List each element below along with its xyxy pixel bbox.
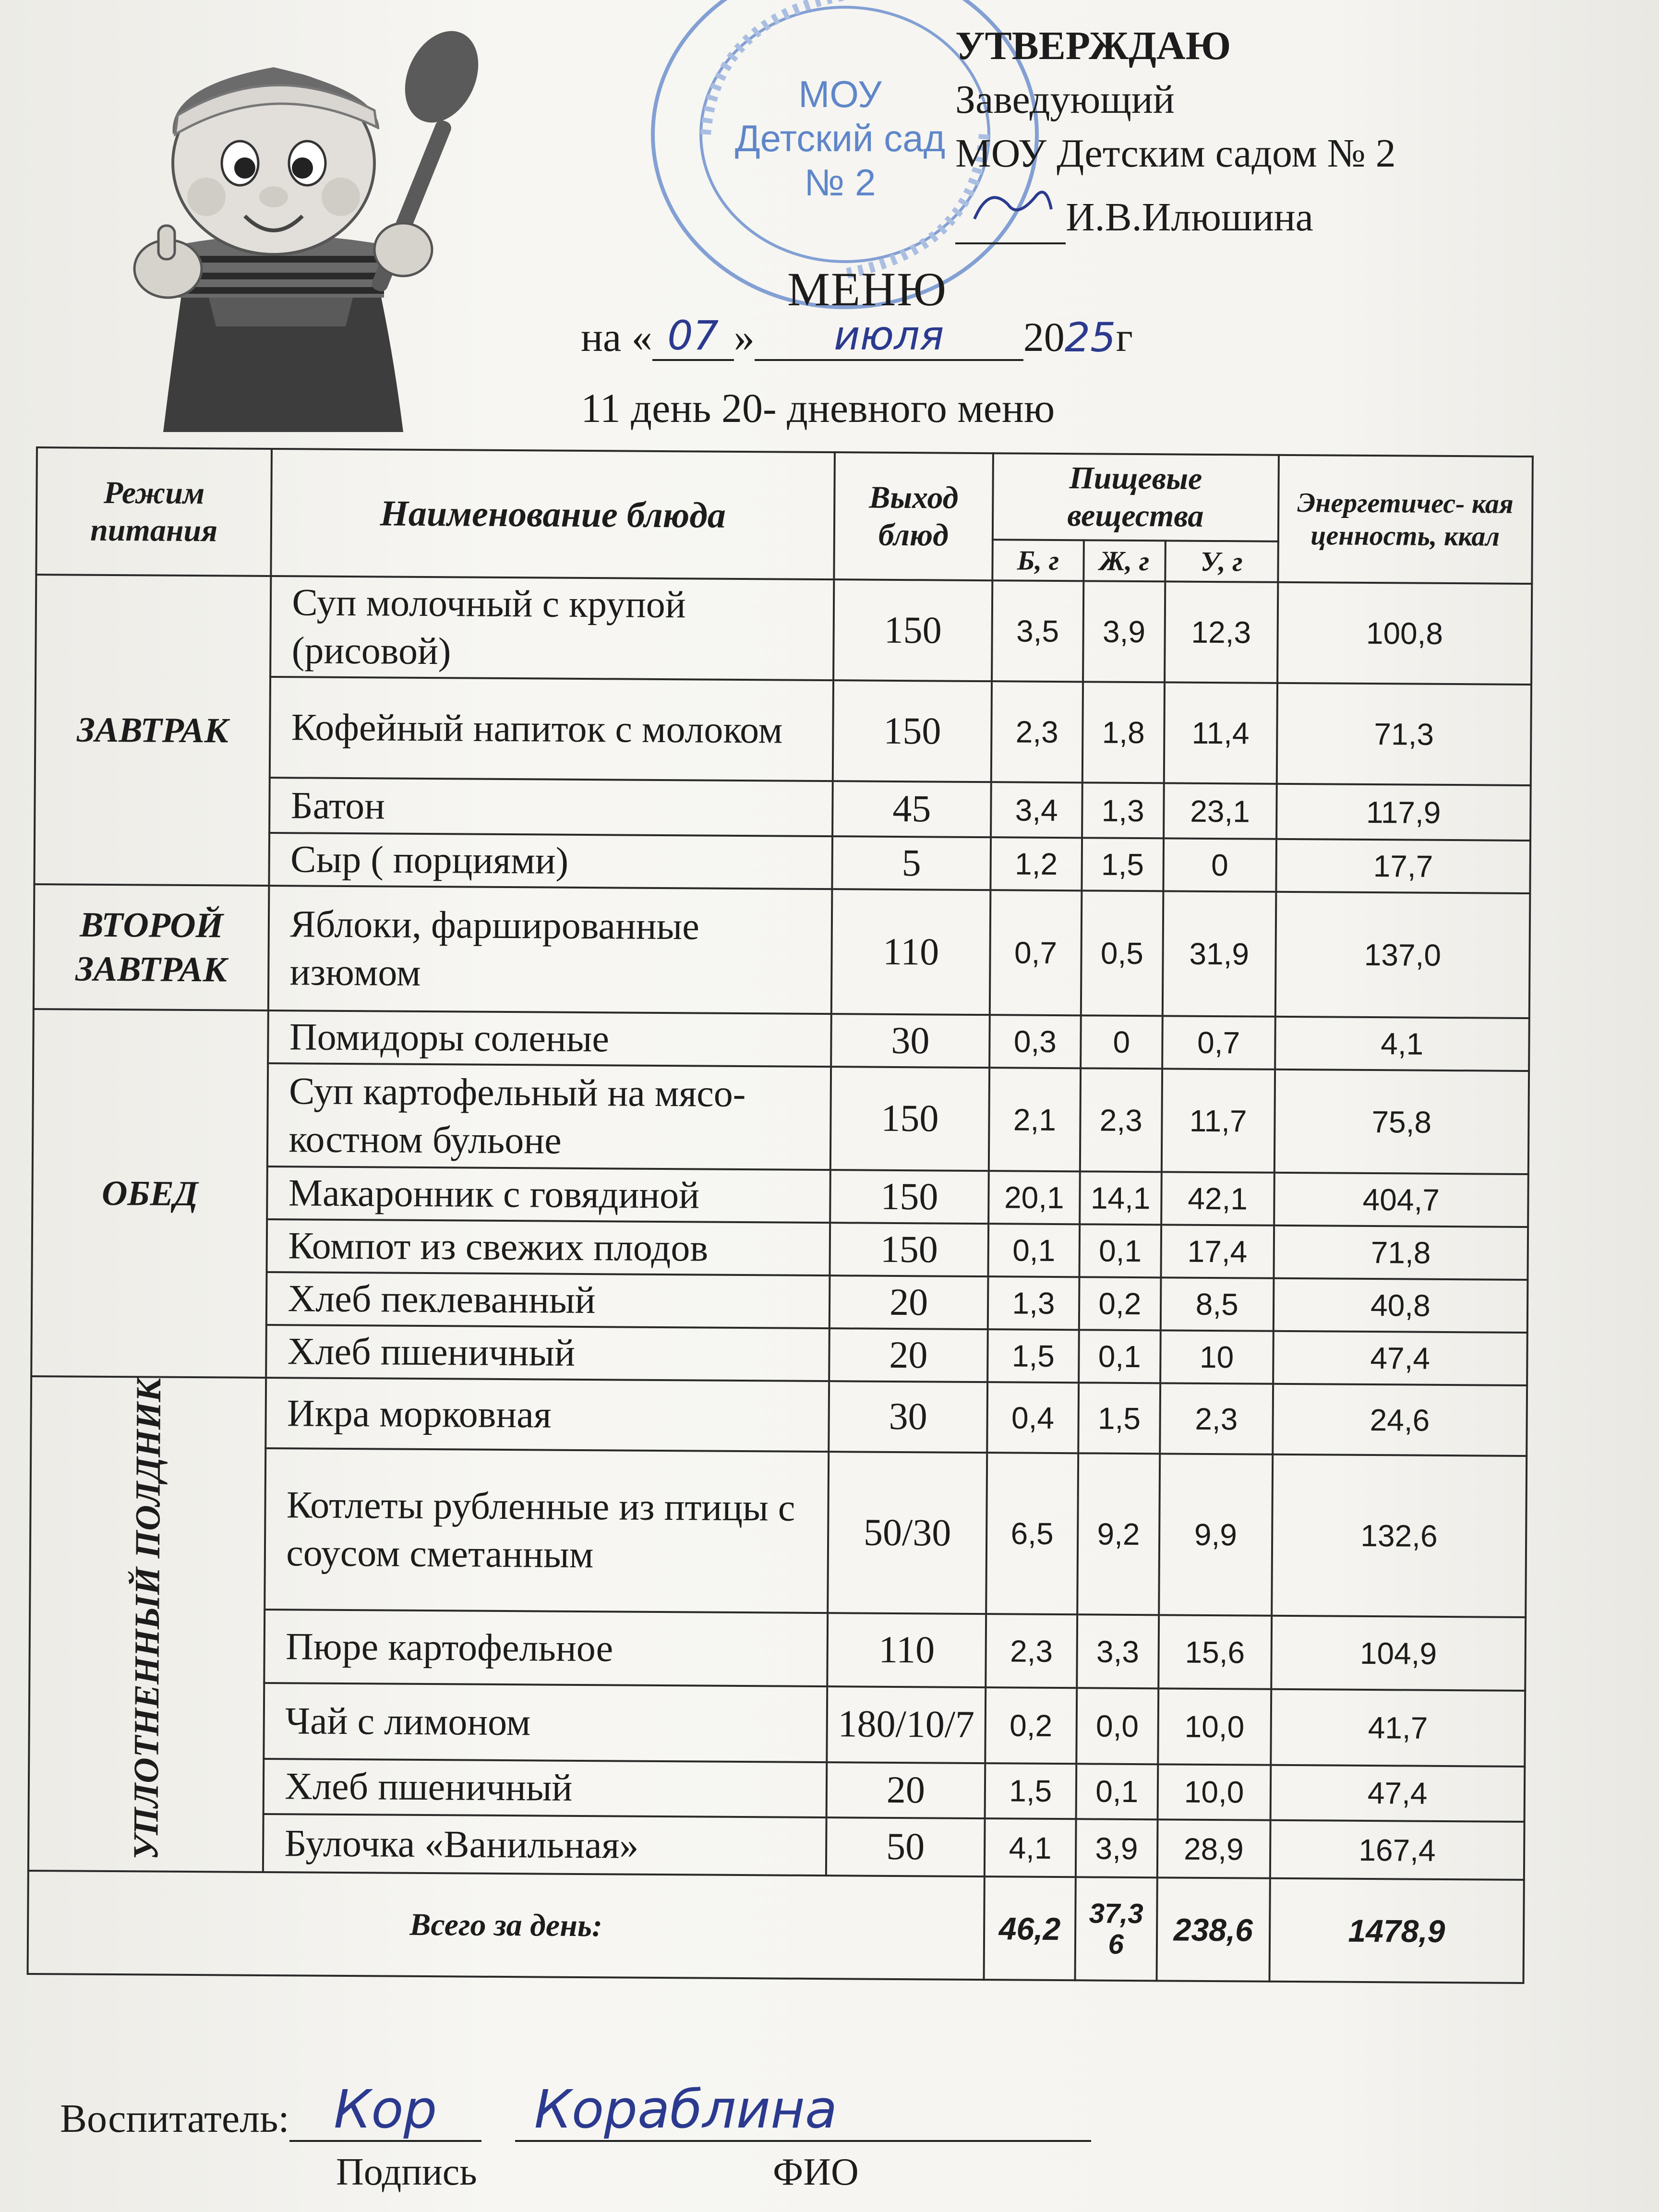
- dish-protein: 1,5: [987, 1329, 1079, 1382]
- educator-signature: Кор: [289, 2079, 481, 2142]
- dish-output: 30: [829, 1381, 987, 1453]
- dish-name: Котлеты рубленные из птицы с соусом сметанным: [265, 1448, 829, 1613]
- dish-protein: 1,2: [990, 837, 1082, 890]
- dish-output: 180/10/7: [827, 1686, 986, 1763]
- director-signature-icon: [955, 180, 1066, 228]
- header-dish: Наименование блюда: [271, 449, 835, 579]
- dish-protein: 6,5: [986, 1453, 1078, 1614]
- dish-name: Суп молочный с крупой (рисовой): [270, 576, 834, 680]
- dish-fat: 1,5: [1078, 1382, 1160, 1454]
- header-regime: Режим питания: [36, 447, 272, 576]
- dish-energy: 47,4: [1270, 1765, 1525, 1822]
- approval-name: И.В.Илюшина: [1066, 195, 1313, 240]
- name-caption: ФИО: [773, 2151, 859, 2193]
- dish-output: 110: [827, 1613, 986, 1687]
- dish-energy: 71,8: [1274, 1226, 1528, 1280]
- dish-output: 50: [826, 1817, 985, 1876]
- dish-carbs: 11,4: [1164, 682, 1277, 783]
- meal-second-breakfast: ВТОРОЙ ЗАВТРАК: [34, 884, 269, 1010]
- dish-fat: 0,2: [1079, 1277, 1161, 1330]
- dish-name: Макаронник с говядиной: [267, 1166, 830, 1223]
- dish-name: Хлеб пеклеванный: [266, 1272, 830, 1328]
- dish-energy: 100,8: [1277, 582, 1532, 685]
- total-row: [28, 1871, 1524, 1983]
- dish-energy: 404,7: [1274, 1173, 1528, 1227]
- approval-block: [955, 19, 1396, 244]
- dish-fat: 0,0: [1076, 1688, 1158, 1764]
- dish-carbs: 12,3: [1165, 581, 1278, 683]
- header-row: [36, 447, 1533, 543]
- table-row: [33, 1009, 1529, 1071]
- meal-lunch: ОБЕД: [31, 1009, 268, 1378]
- meal-afternoon-snack-label: УПЛОТНЕННЫЙ ПОЛДНИК: [126, 1378, 168, 1860]
- dish-output: 45: [832, 781, 991, 837]
- dish-protein: 0,2: [985, 1687, 1077, 1764]
- dish-carbs: 42,1: [1161, 1172, 1274, 1225]
- dish-fat: 0,1: [1076, 1764, 1158, 1820]
- dish-protein: 2,3: [986, 1614, 1077, 1688]
- total-label: Всего за день:: [28, 1871, 985, 1980]
- dish-protein: 0,3: [989, 1015, 1081, 1068]
- dish-energy: 75,8: [1274, 1070, 1529, 1174]
- dish-carbs: 15,6: [1158, 1615, 1272, 1689]
- header-protein: Б, г: [992, 540, 1083, 581]
- dish-name: Булочка «Ванильная»: [263, 1814, 826, 1875]
- dish-output: 110: [831, 889, 991, 1015]
- approval-signature-line: [955, 180, 1396, 244]
- date-year-prefix: 20: [1023, 314, 1065, 360]
- dish-name: Помидоры соленые: [268, 1010, 831, 1067]
- date-prefix: на «: [581, 314, 652, 360]
- dish-output: 20: [827, 1762, 986, 1819]
- dish-energy: 71,3: [1276, 683, 1531, 785]
- dish-energy: 17,7: [1276, 839, 1530, 893]
- dish-name: Икра морковная: [266, 1378, 830, 1452]
- menu-title: МЕНЮ: [787, 263, 947, 316]
- table-row: [36, 575, 1532, 685]
- dish-output: 150: [830, 1223, 988, 1276]
- dish-carbs: 11,7: [1162, 1069, 1275, 1172]
- educator-name: Кораблина: [515, 2079, 1091, 2142]
- dish-carbs: 10,0: [1157, 1764, 1271, 1820]
- signature-caption: Подпись: [336, 2151, 477, 2193]
- dish-energy: 24,6: [1273, 1384, 1527, 1456]
- dish-carbs: 31,9: [1163, 891, 1276, 1016]
- header-carbs: У, г: [1165, 541, 1278, 582]
- dish-output: 150: [830, 1067, 989, 1171]
- dish-fat: 1,5: [1082, 838, 1164, 891]
- dish-fat: 1,8: [1082, 682, 1165, 783]
- stamp-line-1: МОУ: [798, 73, 882, 115]
- dish-output: 30: [831, 1014, 990, 1068]
- approval-title: УТВЕРЖДАЮ: [955, 24, 1231, 68]
- table-row: [34, 884, 1530, 1018]
- header-fat: Ж, г: [1083, 540, 1165, 581]
- meal-breakfast: ЗАВТРАК: [34, 575, 271, 886]
- dish-carbs: 2,3: [1160, 1383, 1273, 1455]
- header-output: Выход блюд: [834, 452, 993, 580]
- meal-afternoon-snack: [28, 1376, 266, 1872]
- dish-fat: 14,1: [1080, 1171, 1162, 1225]
- approval-organization: МОУ Детским садом № 2: [955, 131, 1396, 176]
- dish-energy: 104,9: [1271, 1616, 1526, 1691]
- dish-fat: 0,1: [1079, 1224, 1161, 1277]
- dish-protein: 2,1: [989, 1068, 1081, 1171]
- total-carbs: 238,6: [1156, 1877, 1270, 1981]
- total-energy: 1478,9: [1269, 1878, 1524, 1983]
- date-year-suffix: г: [1116, 314, 1133, 360]
- dish-energy: 167,4: [1270, 1820, 1524, 1880]
- date-month: июля: [755, 312, 1023, 361]
- dish-protein: 0,7: [990, 890, 1082, 1015]
- dish-carbs: 28,9: [1157, 1819, 1271, 1878]
- dish-fat: 3,9: [1083, 581, 1165, 682]
- dish-energy: 40,8: [1273, 1278, 1527, 1333]
- dish-protein: 0,1: [988, 1224, 1080, 1277]
- dish-fat: 3,3: [1077, 1615, 1159, 1688]
- dish-name: Яблоки, фаршированные изюмом: [268, 886, 832, 1014]
- dish-carbs: 17,4: [1161, 1225, 1274, 1278]
- dish-energy: 4,1: [1275, 1017, 1529, 1071]
- dish-fat: 9,2: [1077, 1453, 1160, 1615]
- dish-energy: 137,0: [1275, 892, 1530, 1018]
- dish-carbs: 0: [1163, 838, 1276, 891]
- dish-protein: 1,3: [988, 1276, 1080, 1330]
- dish-output: 50/30: [828, 1452, 987, 1614]
- dish-name: Суп картофельный на мясо-костном бульоне: [267, 1063, 831, 1170]
- dish-protein: 4,1: [985, 1818, 1076, 1877]
- menu-day-note: 11 день 20- дневного меню: [581, 385, 1055, 431]
- menu-table: [27, 446, 1534, 1984]
- dish-name: Батон: [269, 778, 832, 836]
- dish-carbs: 10,0: [1158, 1688, 1271, 1765]
- dish-output: 5: [832, 836, 991, 890]
- dish-carbs: 9,9: [1159, 1454, 1273, 1616]
- dish-protein: 0,4: [987, 1382, 1079, 1453]
- dish-name: Сыр ( порциями): [269, 833, 832, 889]
- stamp-line-3: № 2: [804, 161, 876, 204]
- dish-name: Пюре картофельное: [264, 1610, 828, 1686]
- chef-mascot-illustration: [96, 19, 490, 442]
- dish-fat: 0,5: [1081, 890, 1164, 1016]
- total-protein: 46,2: [984, 1876, 1075, 1980]
- date-mid: »: [733, 314, 755, 360]
- approval-position: Заведующий: [955, 77, 1175, 122]
- dish-protein: 2,3: [991, 681, 1083, 782]
- dish-fat: 1,3: [1082, 782, 1164, 838]
- educator-label: Воспитатель:: [60, 2096, 289, 2141]
- stamp-text: [734, 72, 946, 204]
- menu-date: [581, 312, 1133, 361]
- dish-output: 20: [830, 1275, 988, 1329]
- dish-carbs: 23,1: [1164, 783, 1277, 839]
- dish-fat: 3,9: [1076, 1819, 1158, 1877]
- header-energy: Энергетичес- кая ценность, ккал: [1278, 455, 1533, 584]
- dish-carbs: 10: [1160, 1330, 1273, 1383]
- table-row: [31, 1376, 1527, 1456]
- dish-name: Кофейный напиток с молоком: [270, 677, 833, 781]
- dish-carbs: 8,5: [1161, 1277, 1274, 1331]
- dish-protein: 20,1: [988, 1171, 1080, 1224]
- dish-name: Компот из свежих плодов: [267, 1219, 830, 1275]
- dish-output: 150: [830, 1170, 989, 1224]
- dish-output: 20: [829, 1328, 988, 1382]
- director-signature-line: [955, 180, 1066, 244]
- dish-energy: 117,9: [1276, 784, 1531, 841]
- dish-name: Чай с лимоном: [264, 1683, 828, 1762]
- dish-energy: 41,7: [1271, 1689, 1525, 1767]
- date-day: 07: [652, 312, 734, 361]
- dish-protein: 1,5: [985, 1763, 1077, 1819]
- dish-name: Хлеб пшеничный: [264, 1758, 827, 1817]
- dish-name: Хлеб пшеничный: [266, 1325, 830, 1381]
- dish-fat: 2,3: [1080, 1068, 1162, 1172]
- dish-output: 150: [833, 579, 992, 681]
- dish-carbs: 0,7: [1162, 1016, 1275, 1069]
- dish-fat: 0,1: [1079, 1330, 1161, 1383]
- stamp-line-2: Детский сад: [734, 117, 946, 159]
- educator-signature-line: [60, 2079, 1091, 2142]
- dish-energy: 47,4: [1273, 1331, 1527, 1385]
- header-nutrients: Пищевые вещества: [993, 453, 1279, 541]
- dish-protein: 3,5: [992, 580, 1083, 682]
- dish-protein: 3,4: [991, 782, 1082, 838]
- total-fat: 37,36: [1075, 1877, 1157, 1981]
- dish-energy: 132,6: [1272, 1455, 1527, 1618]
- dish-fat: 0: [1081, 1015, 1163, 1069]
- dish-output: 150: [833, 680, 992, 782]
- date-year: 25: [1064, 314, 1116, 361]
